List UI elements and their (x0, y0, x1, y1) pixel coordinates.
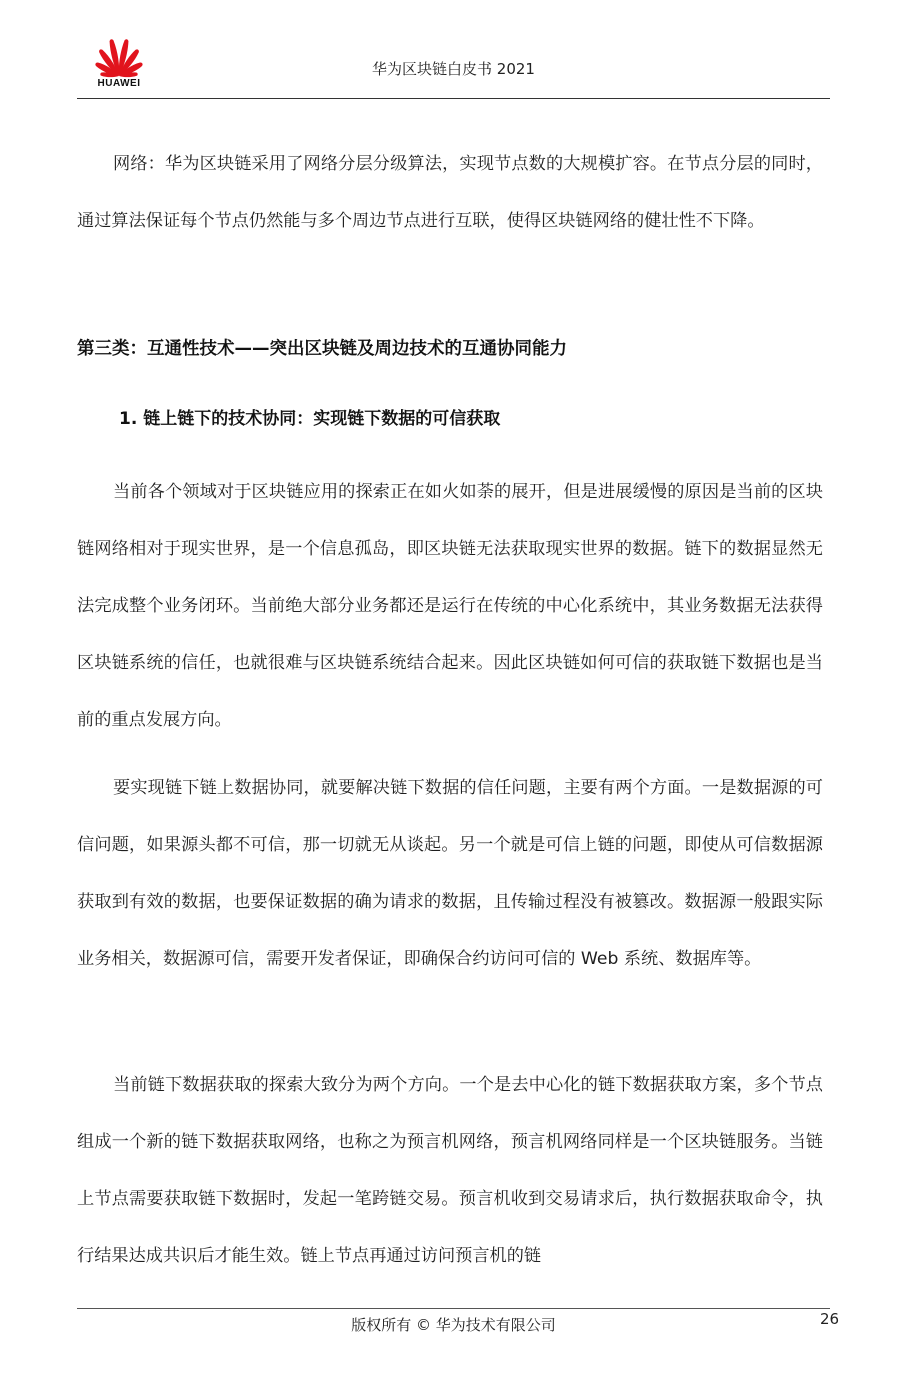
document-title: 华为区块链白皮书 2021 (372, 60, 535, 78)
copyright-notice: 版权所有 © 华为技术有限公司 (351, 1316, 556, 1334)
section-heading-category3: 第三类：互通性技术——突出区块链及周边技术的互通协同能力 (77, 339, 567, 359)
footer-divider (77, 1308, 830, 1309)
paragraph-network: 网络：华为区块链采用了网络分层分级算法，实现节点数的大规模扩容。在节点分层的同时，通过算法保证每个节点仍然能与多个周边节点进行互联，使得区块链网络的健壮性不下降。 (77, 154, 823, 231)
huawei-flower-icon (90, 34, 148, 78)
paragraph-1: 当前各个领域对于区块链应用的探索正在如火如荼的展开，但是进展缓慢的原因是当前的区块链网络相对于现实世界，是一个信息孤岛，即区块链无法获取现实世界的数据。链下的数据显然无法完成整个业务闭环。当前绝大部分业务都还是运行在传统的中心化系统中，其业务数据无法获得区块链系统的信任，也就很难与区块链系统结合起来。因此区块链如何可信的获取链下数据也是当前的重点发展方向。 (77, 482, 823, 730)
header-divider (77, 98, 830, 99)
logo-wordmark: HUAWEI (97, 78, 141, 89)
paragraph-2: 要实现链下链上数据协同，就要解决链下数据的信任问题，主要有两个方面。一是数据源的可信问题，如果源头都不可信，那一切就无从谈起。另一个就是可信上链的问题，即使从可信数据源获取到有效的数据，也要保证数据的确为请求的数据，且传输过程没有被篡改。数据源一般跟实际业务相关，数据源可信，需要开发者保证，即确保合约访问可信的 Web 系统、数据库等。 (77, 778, 823, 969)
subsection-heading-item1: 1. 链上链下的技术协同：实现链下数据的可信获取 (119, 409, 501, 429)
huawei-logo (90, 34, 148, 90)
paragraph-3: 当前链下数据获取的探索大致分为两个方向。一个是去中心化的链下数据获取方案，多个节点组成一个新的链下数据获取网络，也称之为预言机网络，预言机网络同样是一个区块链服务。当链上节点需要获取链下数据时，发起一笔跨链交易。预言机收到交易请求后，执行数据获取命令，执行结果达成共识后才能生效。链上节点再通过访问预言机的链 (77, 1075, 823, 1266)
page-number: 26 (820, 1310, 840, 1328)
